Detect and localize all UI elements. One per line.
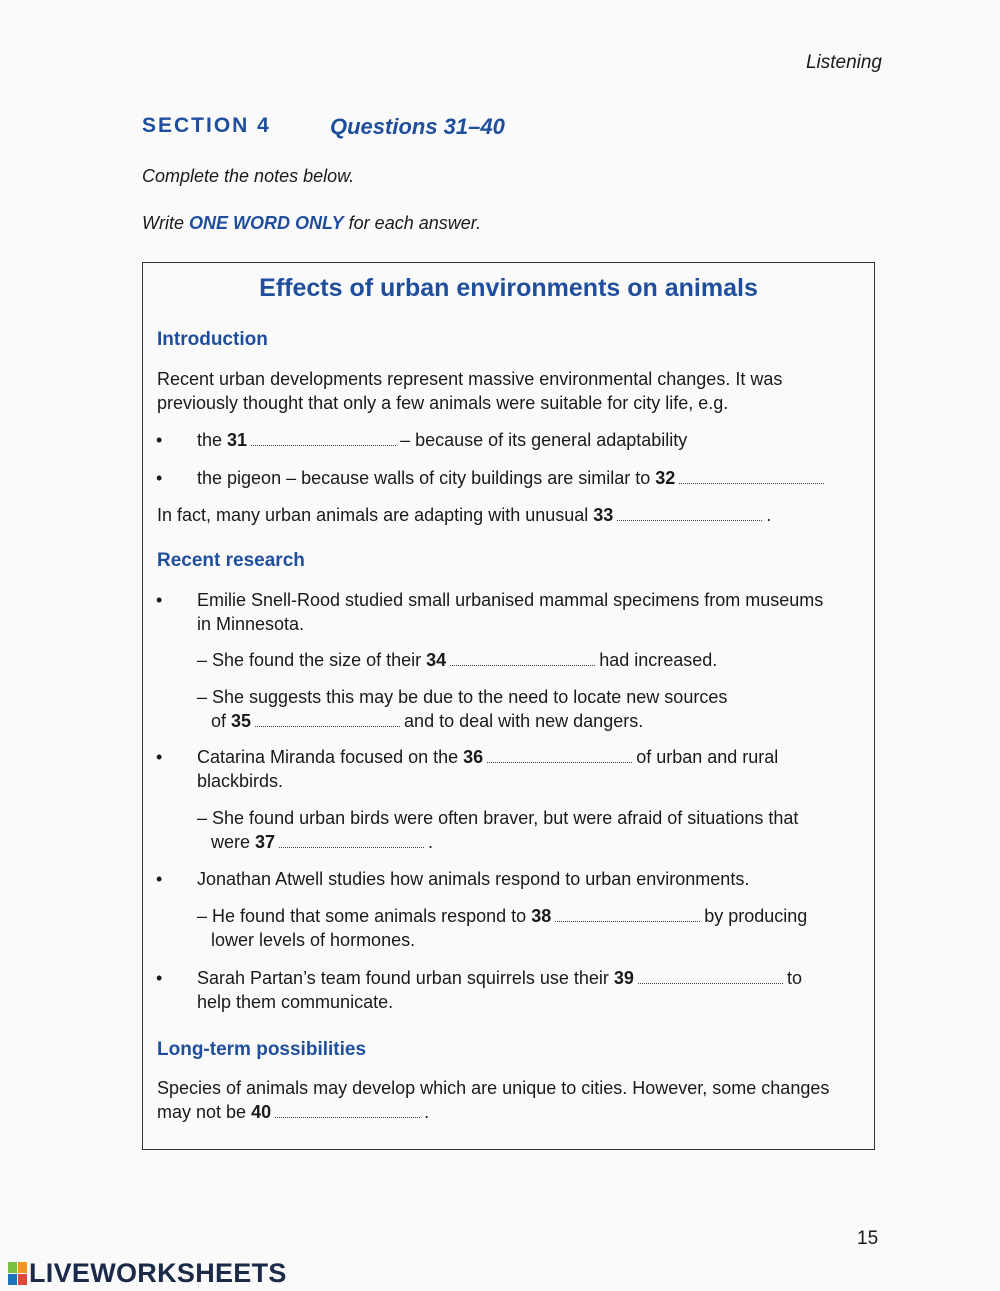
answer-blank-35[interactable]	[255, 712, 400, 727]
q37-number: 37	[255, 832, 276, 852]
bullet-icon: •	[156, 468, 163, 488]
research-bullet-3: Jonathan Atwell studies how animals respond to urban environments.	[197, 869, 750, 889]
notes-title: Effects of urban environments on animals	[259, 274, 758, 302]
instruction-prefix: Write	[142, 213, 189, 233]
answer-blank-40[interactable]	[275, 1103, 420, 1118]
q32-text: the pigeon – because walls of city buildings are similar to	[197, 468, 656, 488]
bullet-icon: •	[156, 747, 163, 767]
longterm-q40	[157, 1100, 867, 1124]
liveworksheets-logo[interactable]	[8, 1258, 287, 1289]
q31-suffix: – because of its general adaptability	[400, 430, 688, 450]
longterm-line-1: Species of animals may develop which are unique to cities. However, some changes	[157, 1078, 830, 1098]
q39-suffix: to	[786, 968, 802, 988]
q34-text: – She found the size of their	[197, 650, 427, 670]
intro-paragraph-line-2: previously thought that only a few animals were suitable for city life, e.g.	[157, 393, 729, 413]
q35-suffix: and to deal with new dangers.	[404, 711, 644, 731]
q37-text: were	[211, 832, 256, 852]
answer-blank-38[interactable]	[555, 907, 700, 922]
sub-q37	[211, 830, 433, 854]
sub-q34	[197, 648, 717, 672]
sub-q35	[211, 709, 643, 733]
research-bullet-2-q36	[197, 745, 862, 769]
q34-suffix: had increased.	[599, 650, 718, 670]
q39-text: Sarah Partan’s team found urban squirrels use their	[197, 968, 614, 988]
section-label: SECTION 4	[142, 114, 271, 137]
page-number: 15	[857, 1228, 879, 1249]
q38-suffix: by producing	[704, 906, 808, 926]
word-limit-emphasis: ONE WORD ONLY	[189, 213, 344, 233]
q38-text: – He found that some animals respond to	[197, 906, 532, 926]
research-bullet-1-line-2: in Minnesota.	[197, 614, 305, 634]
q33-number: 33	[593, 505, 614, 525]
logo-text: LIVEWORKSHEETS	[29, 1258, 287, 1288]
answer-blank-34[interactable]	[450, 651, 595, 666]
q38-number: 38	[531, 906, 552, 926]
answer-blank-31[interactable]	[251, 431, 396, 446]
q40-text: may not be	[157, 1102, 252, 1122]
sub-q37-line-1: – She found urban birds were often braver, but were afraid of situations that	[197, 808, 799, 828]
answer-blank-32[interactable]	[679, 469, 824, 484]
q36-number: 36	[463, 747, 484, 767]
bullet-icon: •	[156, 430, 163, 450]
q39-number: 39	[613, 968, 634, 988]
intro-paragraph-line-1: Recent urban developments represent massive environmental changes. It was	[157, 369, 783, 389]
fact-q33	[157, 503, 867, 527]
bullet-icon: •	[156, 590, 163, 610]
research-bullet-2-line-2: blackbirds.	[197, 771, 284, 791]
answer-blank-39[interactable]	[638, 969, 783, 984]
research-bullet-1-line-1: Emilie Snell-Rood studied small urbanised mammal specimens from museums	[197, 590, 824, 610]
q36-suffix: of urban and rural	[636, 747, 779, 767]
running-head: Listening	[805, 52, 882, 73]
answer-blank-36[interactable]	[487, 748, 632, 763]
q35-number: 35	[231, 711, 252, 731]
q32-number: 32	[655, 468, 676, 488]
q31-number: 31	[227, 430, 248, 450]
sub-q38-line-2: lower levels of hormones.	[211, 930, 416, 950]
heading-recent-research: Recent research	[157, 550, 305, 571]
bullet-icon: •	[156, 968, 163, 988]
q34-number: 34	[426, 650, 447, 670]
instruction-word-limit	[142, 213, 481, 234]
bullet-q31	[197, 428, 862, 452]
q40-suffix: .	[424, 1102, 430, 1122]
q31-text: the	[197, 430, 228, 450]
sub-q35-line-1: – She suggests this may be due to the need to locate new sources	[197, 687, 728, 707]
heading-introduction: Introduction	[157, 329, 268, 350]
answer-blank-37[interactable]	[279, 833, 424, 848]
instruction-suffix: for each answer.	[343, 213, 482, 233]
sub-q38	[197, 904, 807, 928]
research-bullet-4-line-2: help them communicate.	[197, 992, 394, 1012]
instruction-complete-notes: Complete the notes below.	[142, 166, 355, 186]
q40-number: 40	[251, 1102, 272, 1122]
heading-long-term: Long-term possibilities	[157, 1039, 367, 1060]
bullet-q32	[197, 466, 862, 490]
answer-blank-33[interactable]	[617, 506, 762, 521]
research-bullet-4-q39	[197, 966, 862, 990]
q33-text: In fact, many urban animals are adapting with unusual	[157, 505, 594, 525]
logo-blocks-icon	[8, 1262, 27, 1285]
bullet-icon: •	[156, 869, 163, 889]
q36-text: Catarina Miranda focused on the	[197, 747, 464, 767]
q33-suffix: .	[766, 505, 772, 525]
q35-text: of	[211, 711, 232, 731]
questions-range: Questions 31–40	[330, 114, 505, 139]
q37-suffix: .	[428, 832, 434, 852]
